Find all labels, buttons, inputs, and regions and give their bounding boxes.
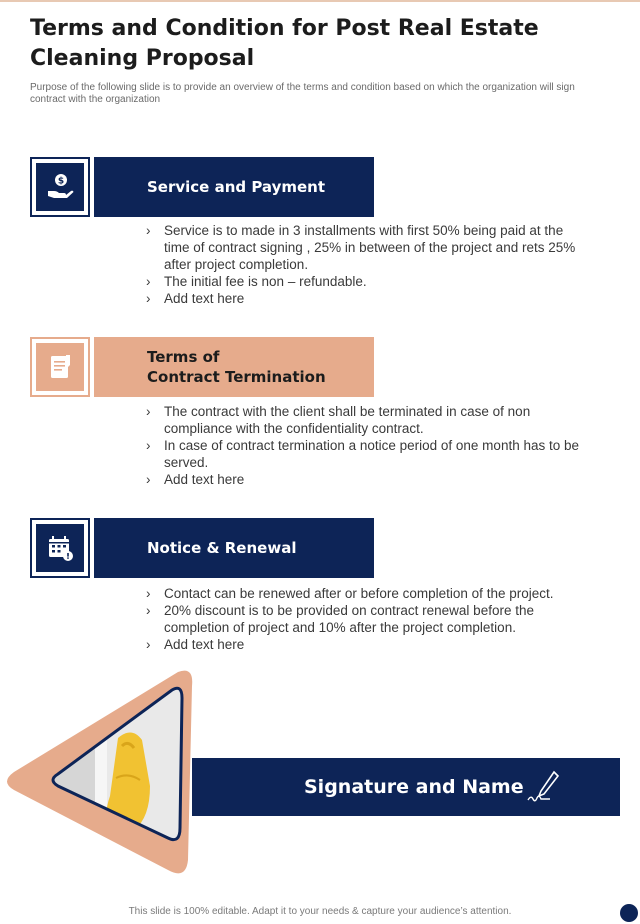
page-title: Terms and Condition for Post Real Estate Cleaning Proposal: [30, 16, 539, 71]
notice-renewal-header: [94, 518, 374, 578]
page-indicator-dot: [620, 904, 638, 922]
list-item: › The initial fee is non – refundable.: [146, 273, 586, 290]
list-item: › Service is to made in 3 installments with first 50% being paid at the time of contract signing , 25% in between of the project and rets 25% after project completion.: [146, 222, 586, 273]
list-item: › Add text here: [146, 471, 586, 488]
list-item: › 20% discount is to be provided on contract renewal before the completion of project and 10% after the project completion.: [146, 602, 586, 636]
calendar-alert-icon: [44, 532, 76, 564]
list-item: › Add text here: [146, 636, 586, 653]
notice-renewal-heading: Notice & Renewal: [147, 539, 297, 557]
page-subtitle: Purpose of the following slide is to provide an overview of the terms and condition based on which the organization will sign contract with the organization: [30, 82, 575, 105]
service-payment-header: [94, 157, 374, 217]
contract-termination-list: [146, 403, 586, 488]
footer-note: This slide is 100% editable. Adapt it to your needs & capture your audience’s attention.: [128, 906, 512, 917]
payment-hand-icon: [44, 171, 76, 203]
cleaning-photo-triangle: [0, 668, 200, 878]
service-payment-icon-box: [30, 157, 90, 217]
top-accent-rule: [0, 0, 640, 2]
service-payment-heading: Service and Payment: [147, 178, 326, 196]
signature-label: Signature and Name: [304, 776, 524, 798]
list-item: › Contact can be renewed after or before completion of the project.: [146, 585, 586, 602]
list-item: › The contract with the client shall be terminated in case of non compliance with the confidentiality contract.: [146, 403, 586, 437]
pen-signature-icon: [524, 768, 564, 808]
list-item: › Add text here: [146, 290, 586, 307]
list-item: › In case of contract termination a notice period of one month has to be served.: [146, 437, 586, 471]
contract-termination-heading-line2: Contract Termination: [147, 368, 326, 386]
contract-termination-icon-box: [30, 337, 90, 397]
contract-document-icon: [44, 351, 76, 383]
notice-renewal-list: [146, 585, 586, 653]
service-payment-list: [146, 222, 586, 307]
svg-text:$: $: [57, 176, 65, 187]
contract-termination-header: [94, 337, 374, 397]
contract-termination-heading-line1: Terms of: [147, 348, 220, 366]
cleaning-glove-image: [0, 668, 200, 878]
signature-bar: [192, 758, 620, 816]
notice-renewal-icon-box: [30, 518, 90, 578]
